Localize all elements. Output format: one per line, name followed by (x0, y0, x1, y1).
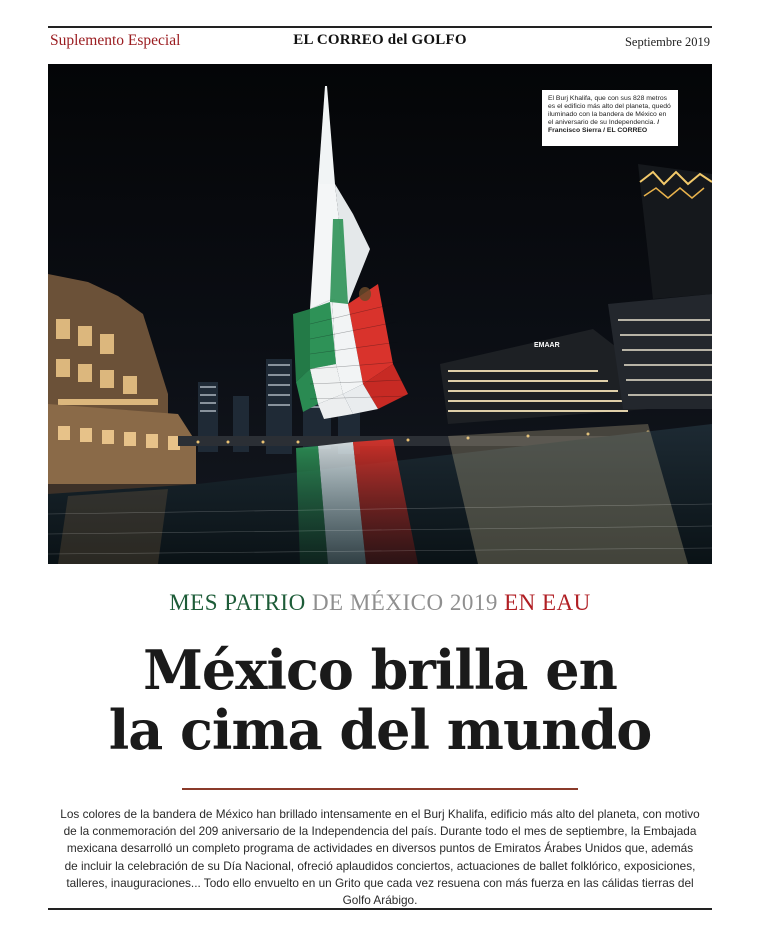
caption-credit: / Francisco Sierra / EL CORREO (548, 119, 660, 134)
issue-date: Septiembre 2019 (624, 35, 710, 49)
headline (0, 640, 760, 760)
lede-paragraph: Los colores de la bandera de México han brillado intensamente en el Burj Khalifa, edificio más alto del planeta, con motivo de la conmemoración del 209 aniversario de la Independencia del país. Durante todo el mes de septiembre, la Embajada mexicana desarrolló un completo programa de actividades en diversos puntos de Emiratos Árabes Unidos que, además de incluir la celebración de su Día Nacional, ofreció aplaudidos conciertos, actuaciones de ballet folklórico, exposiciones, talleres, inauguraciones... Todo ello envuelto en un Grito que cada vez resuena con más fuerza en las cálidas tierras del Golfo Arábigo. (60, 807, 700, 908)
top-rule (48, 26, 712, 28)
kicker-part-green: MES PATRIO (169, 590, 306, 615)
kicker-part-red: EN EAU (504, 590, 591, 615)
headline-divider (182, 788, 578, 790)
headline-line-1: México brilla en (143, 638, 617, 702)
emaar-sign: EMAAR (534, 342, 560, 349)
masthead: EL CORREO del GOLFO (293, 32, 467, 48)
kicker-part-gray: DE MÉXICO 2019 (311, 590, 498, 615)
photo-caption (542, 90, 678, 146)
bottom-rule (48, 908, 712, 910)
kicker (0, 590, 760, 616)
headline-line-2: la cima del mundo (108, 698, 652, 762)
caption-text: El Burj Khalifa, que con sus 828 metros es el edificio más alto del planeta, quedó iluminado con la bandera de México en el aniversario de su Independencia. (548, 95, 671, 126)
page-header (48, 30, 712, 52)
section-label: Suplemento Especial (50, 32, 181, 49)
